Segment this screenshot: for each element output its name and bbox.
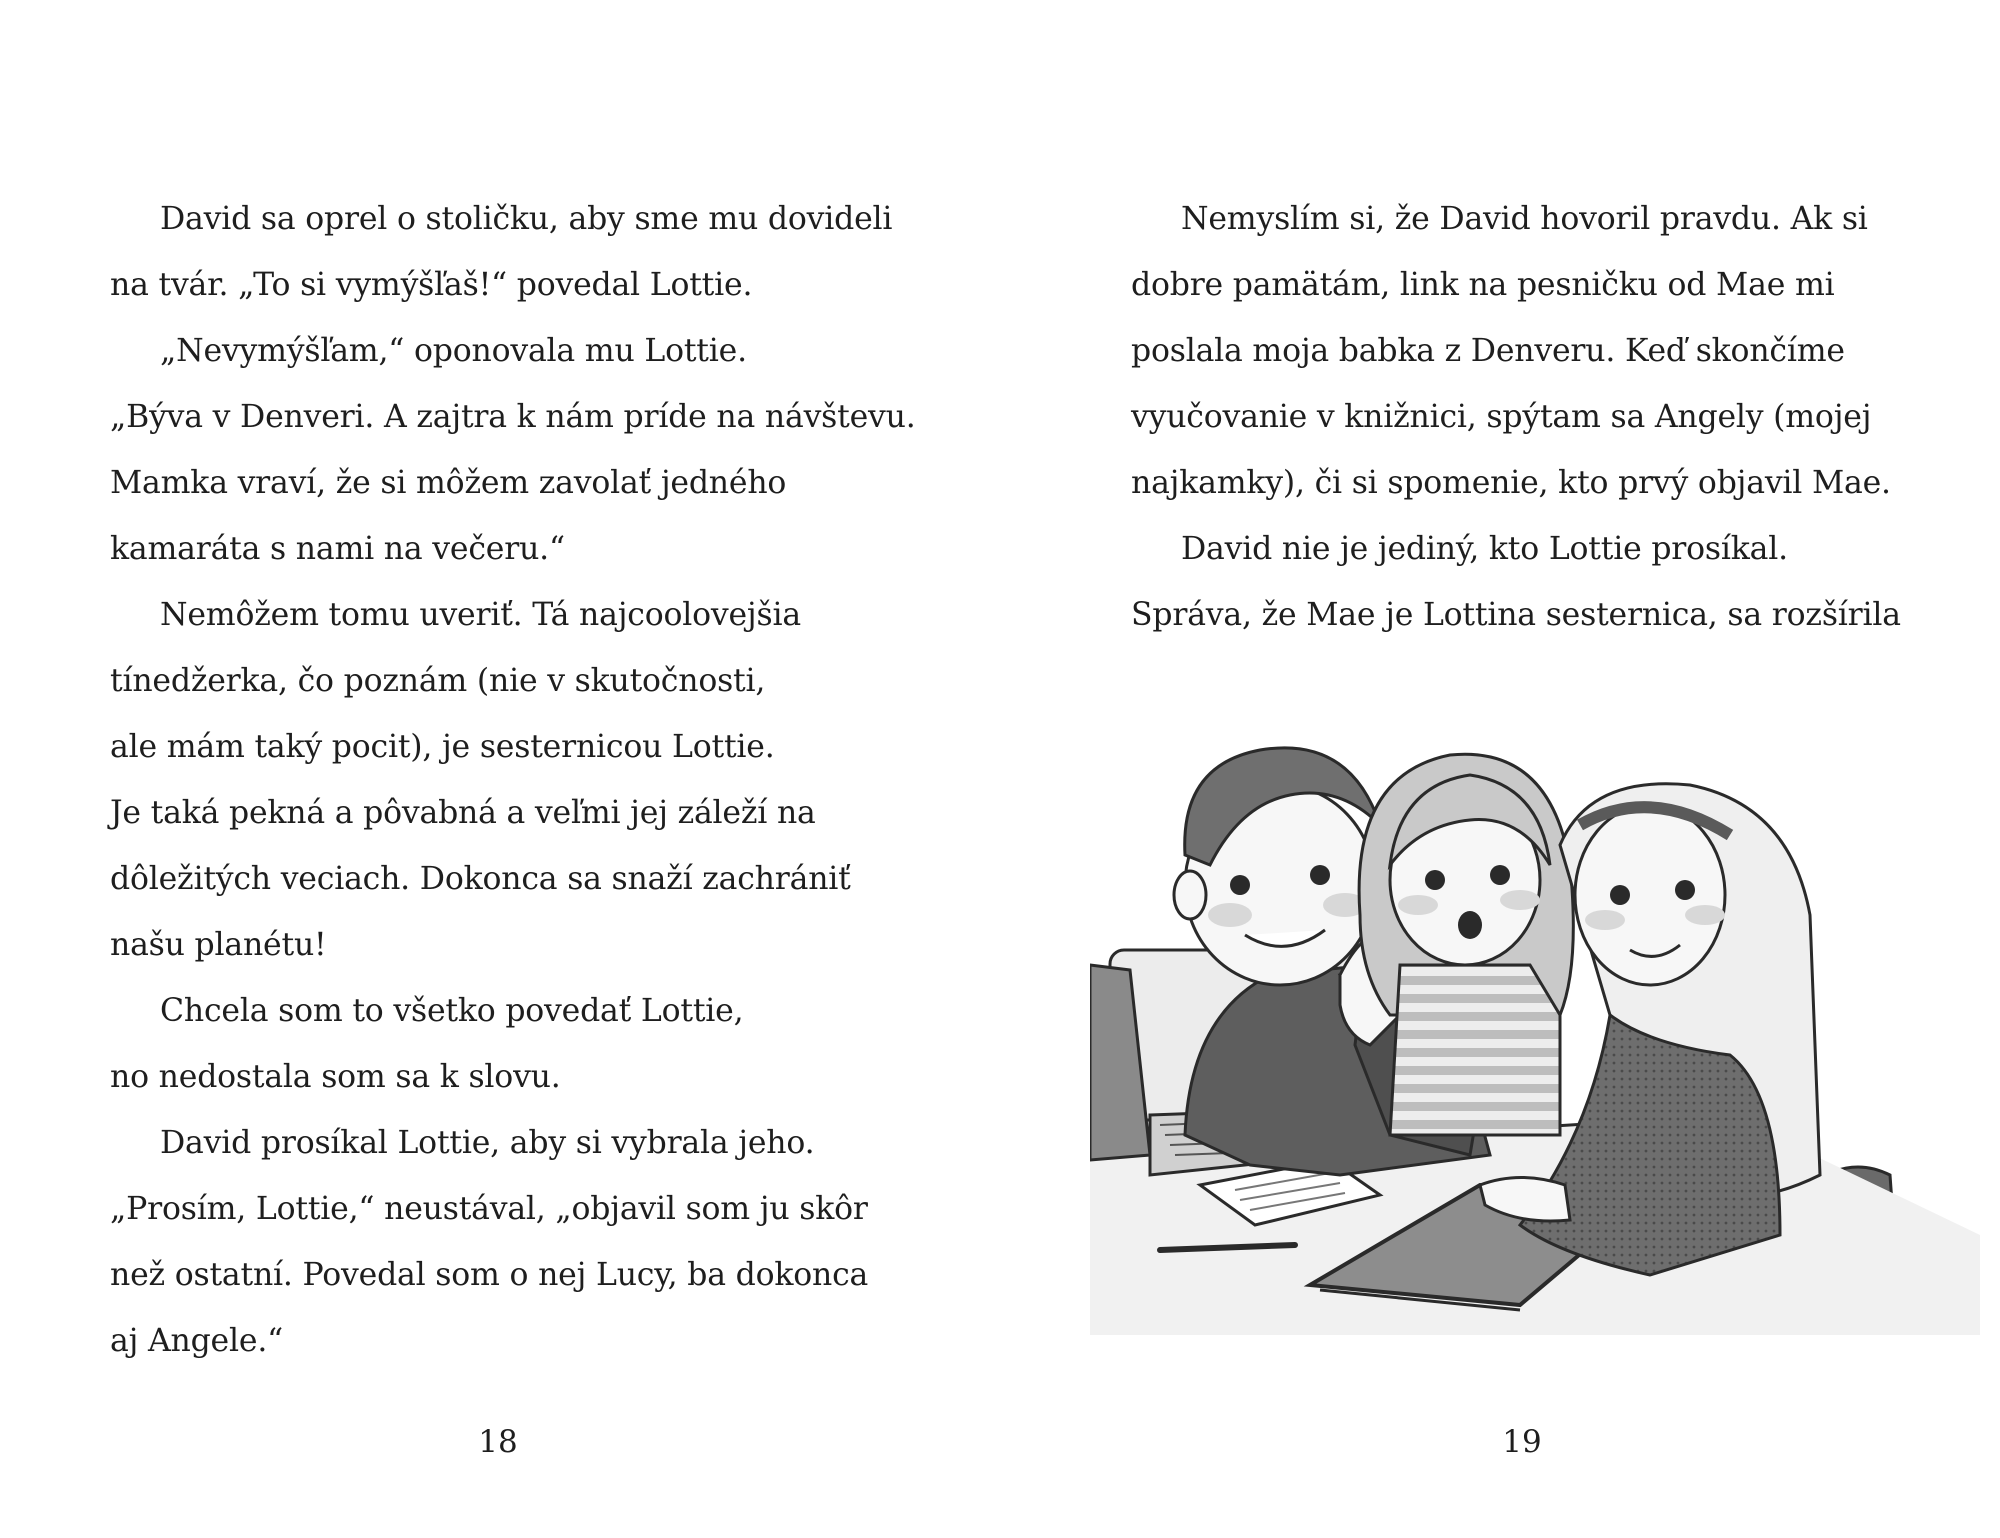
right-page-text [1131,186,1921,648]
text-line: vyučovanie v knižnici, spýtam sa Angely (mojej [1131,399,1872,435]
text-line: Správa, že Mae je Lottina sesternica, sa rozšírila [1131,597,1901,633]
text-line: Mamka vraví, že si môžem zavolať jedného [110,465,787,501]
text-line: David nie je jediný, kto Lottie prosíkal. [1181,531,1788,567]
text-line: aj Angele.“ [110,1323,284,1359]
text-line: no nedostala som sa k slovu. [110,1059,561,1095]
text-line: dobre pamätám, link na pesničku od Mae mi [1131,267,1835,303]
text-line: na tvár. „To si vymýšľaš!“ povedal Lottie. [110,267,753,303]
text-line: než ostatní. Povedal som o nej Lucy, ba dokonca [110,1257,869,1293]
text-line: „Býva v Denveri. A zajtra k nám príde na návštevu. [110,399,916,435]
text-line: najkamky), či si spomenie, kto prvý objavil Mae. [1131,465,1891,501]
text-line: Nemyslím si, že David hovoril pravdu. Ak si [1181,201,1868,237]
illustration-svg [1090,715,1980,1335]
text-line: Chcela som to všetko povedať Lottie, [160,993,744,1029]
text-line: David sa oprel o stoličku, aby sme mu dovideli [160,201,893,237]
text-line: Nemôžem tomu uveriť. Tá najcoolovejšia [160,597,801,633]
text-line: ale mám taký pocit), je sesternicou Lottie. [110,729,775,765]
text-line: Je taká pekná a pôvabná a veľmi jej záleží na [110,795,816,831]
text-line: tínedžerka, čo poznám (nie v skutočnosti, [110,663,766,699]
left-page-text [110,186,916,1374]
text-line: dôležitých veciach. Dokonca sa snaží zachrániť [110,861,851,897]
text-line: „Prosím, Lottie,“ neustával, „objavil som ju skôr [110,1191,868,1227]
text-line: poslala moja babka z Denveru. Keď skončíme [1131,333,1845,369]
right-page [1000,0,2000,1538]
text-line: David prosíkal Lottie, aby si vybrala jeho. [160,1125,815,1161]
text-line: „Nevymýšľam,“ oponovala mu Lottie. [160,333,747,369]
page-number-right: 19 [1502,1424,1542,1460]
three-children-at-laptop-illustration [1090,715,1980,1335]
page-number-left: 18 [478,1424,518,1460]
text-line: kamaráta s nami na večeru.“ [110,531,565,567]
text-line: našu planétu! [110,927,327,963]
